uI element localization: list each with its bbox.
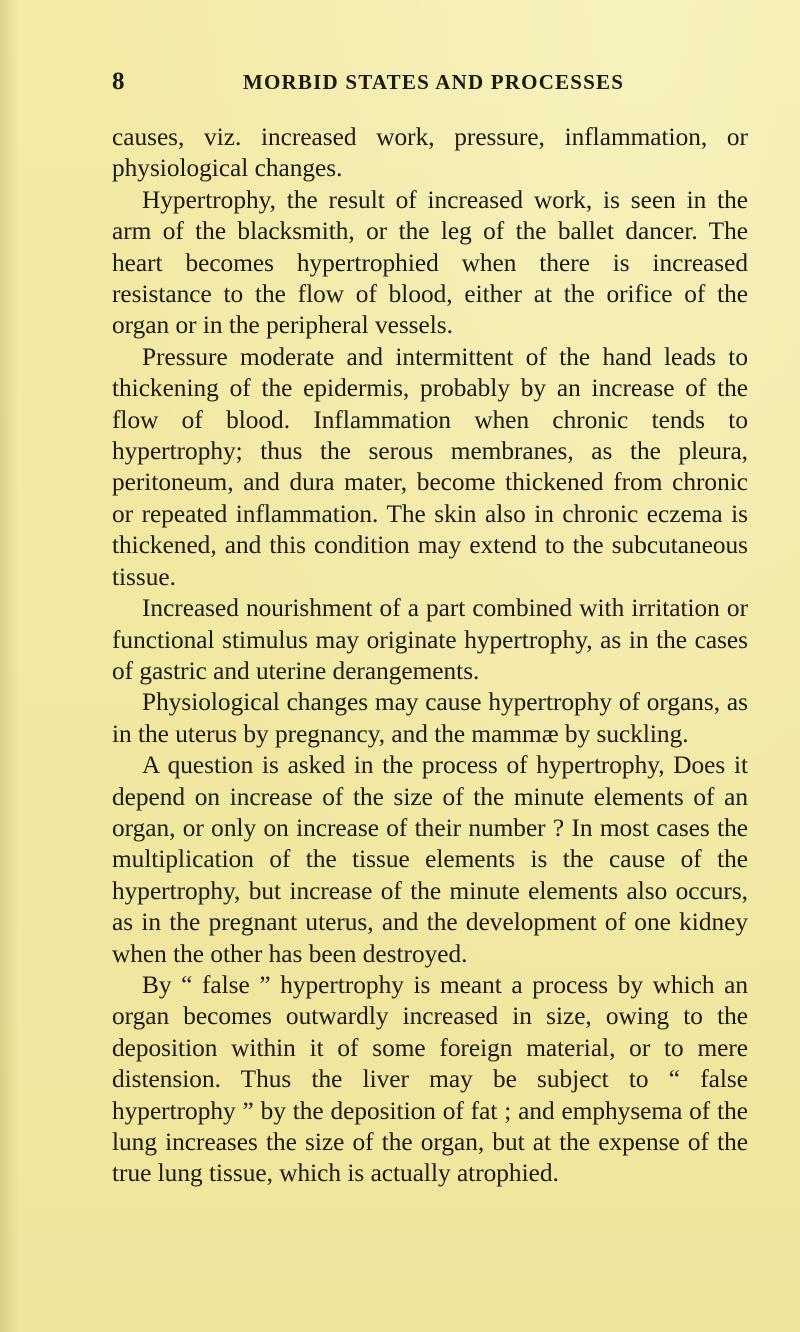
body-text: [112, 122, 748, 1190]
running-head: [112, 68, 748, 108]
paragraph-nourishment: Increased nourishment of a part combined with irritation or functional stimulus may originate hypertrophy, as in the cases of gastric and uterine derangements.: [112, 594, 748, 685]
page-gutter-shadow: [0, 0, 18, 1332]
paragraph-physiological: Physiological changes may cause hypertrophy of organs, as in the uterus by pregnancy, and the mammæ by suckling.: [112, 688, 748, 748]
paragraph-question: A question is asked in the process of hypertrophy, Does it depend on increase of the size of the minute elements of an organ, or only on increase of their number ? In most cases the multiplication of the tissue elements is the cause of the hypertrophy, but increase of the minute elements also occurs, as in the pregnant uterus, and the development of one kidney when the other has been destroyed.: [112, 751, 748, 968]
paragraph-pressure: Pressure moderate and intermittent of the hand leads to thickening of the epidermis, probably by an increase of the flow of blood. Inflammation when chronic tends to hypertrophy; thus the serous membranes, as the pleura, peritoneum, and dura mater, become thickened from chronic or repeated inflammation. The skin also in chronic eczema is thickened, and this condition may extend to the subcutaneous tissue.: [112, 342, 748, 591]
paragraph-hypertrophy-work: Hypertrophy, the result of increased work, is seen in the arm of the blacksmith, or the leg of the ballet dancer. The heart becomes hypertrophied when there is increased resistance to the flow of blood, either at the orifice of the organ or in the peripheral vessels.: [112, 185, 748, 340]
page-number: 8: [112, 68, 125, 95]
paragraph-continuation: causes, viz. increased work, pressure, inflammation, or physiological changes.: [112, 123, 748, 183]
running-title: MORBID STATES AND PROCESSES: [243, 70, 625, 94]
paragraph-false-hypertrophy: By “ false ” hypertrophy is meant a process by which an organ becomes outwardly increased in size, owing to the deposition within it of some foreign material, or to mere distension. Thus the liver may be subject to “ false hypertrophy ” by the deposition of fat ; and emphysema of the lung increases the size of the organ, but at the expense of the true lung tissue, which is actually atrophied.: [112, 970, 748, 1188]
